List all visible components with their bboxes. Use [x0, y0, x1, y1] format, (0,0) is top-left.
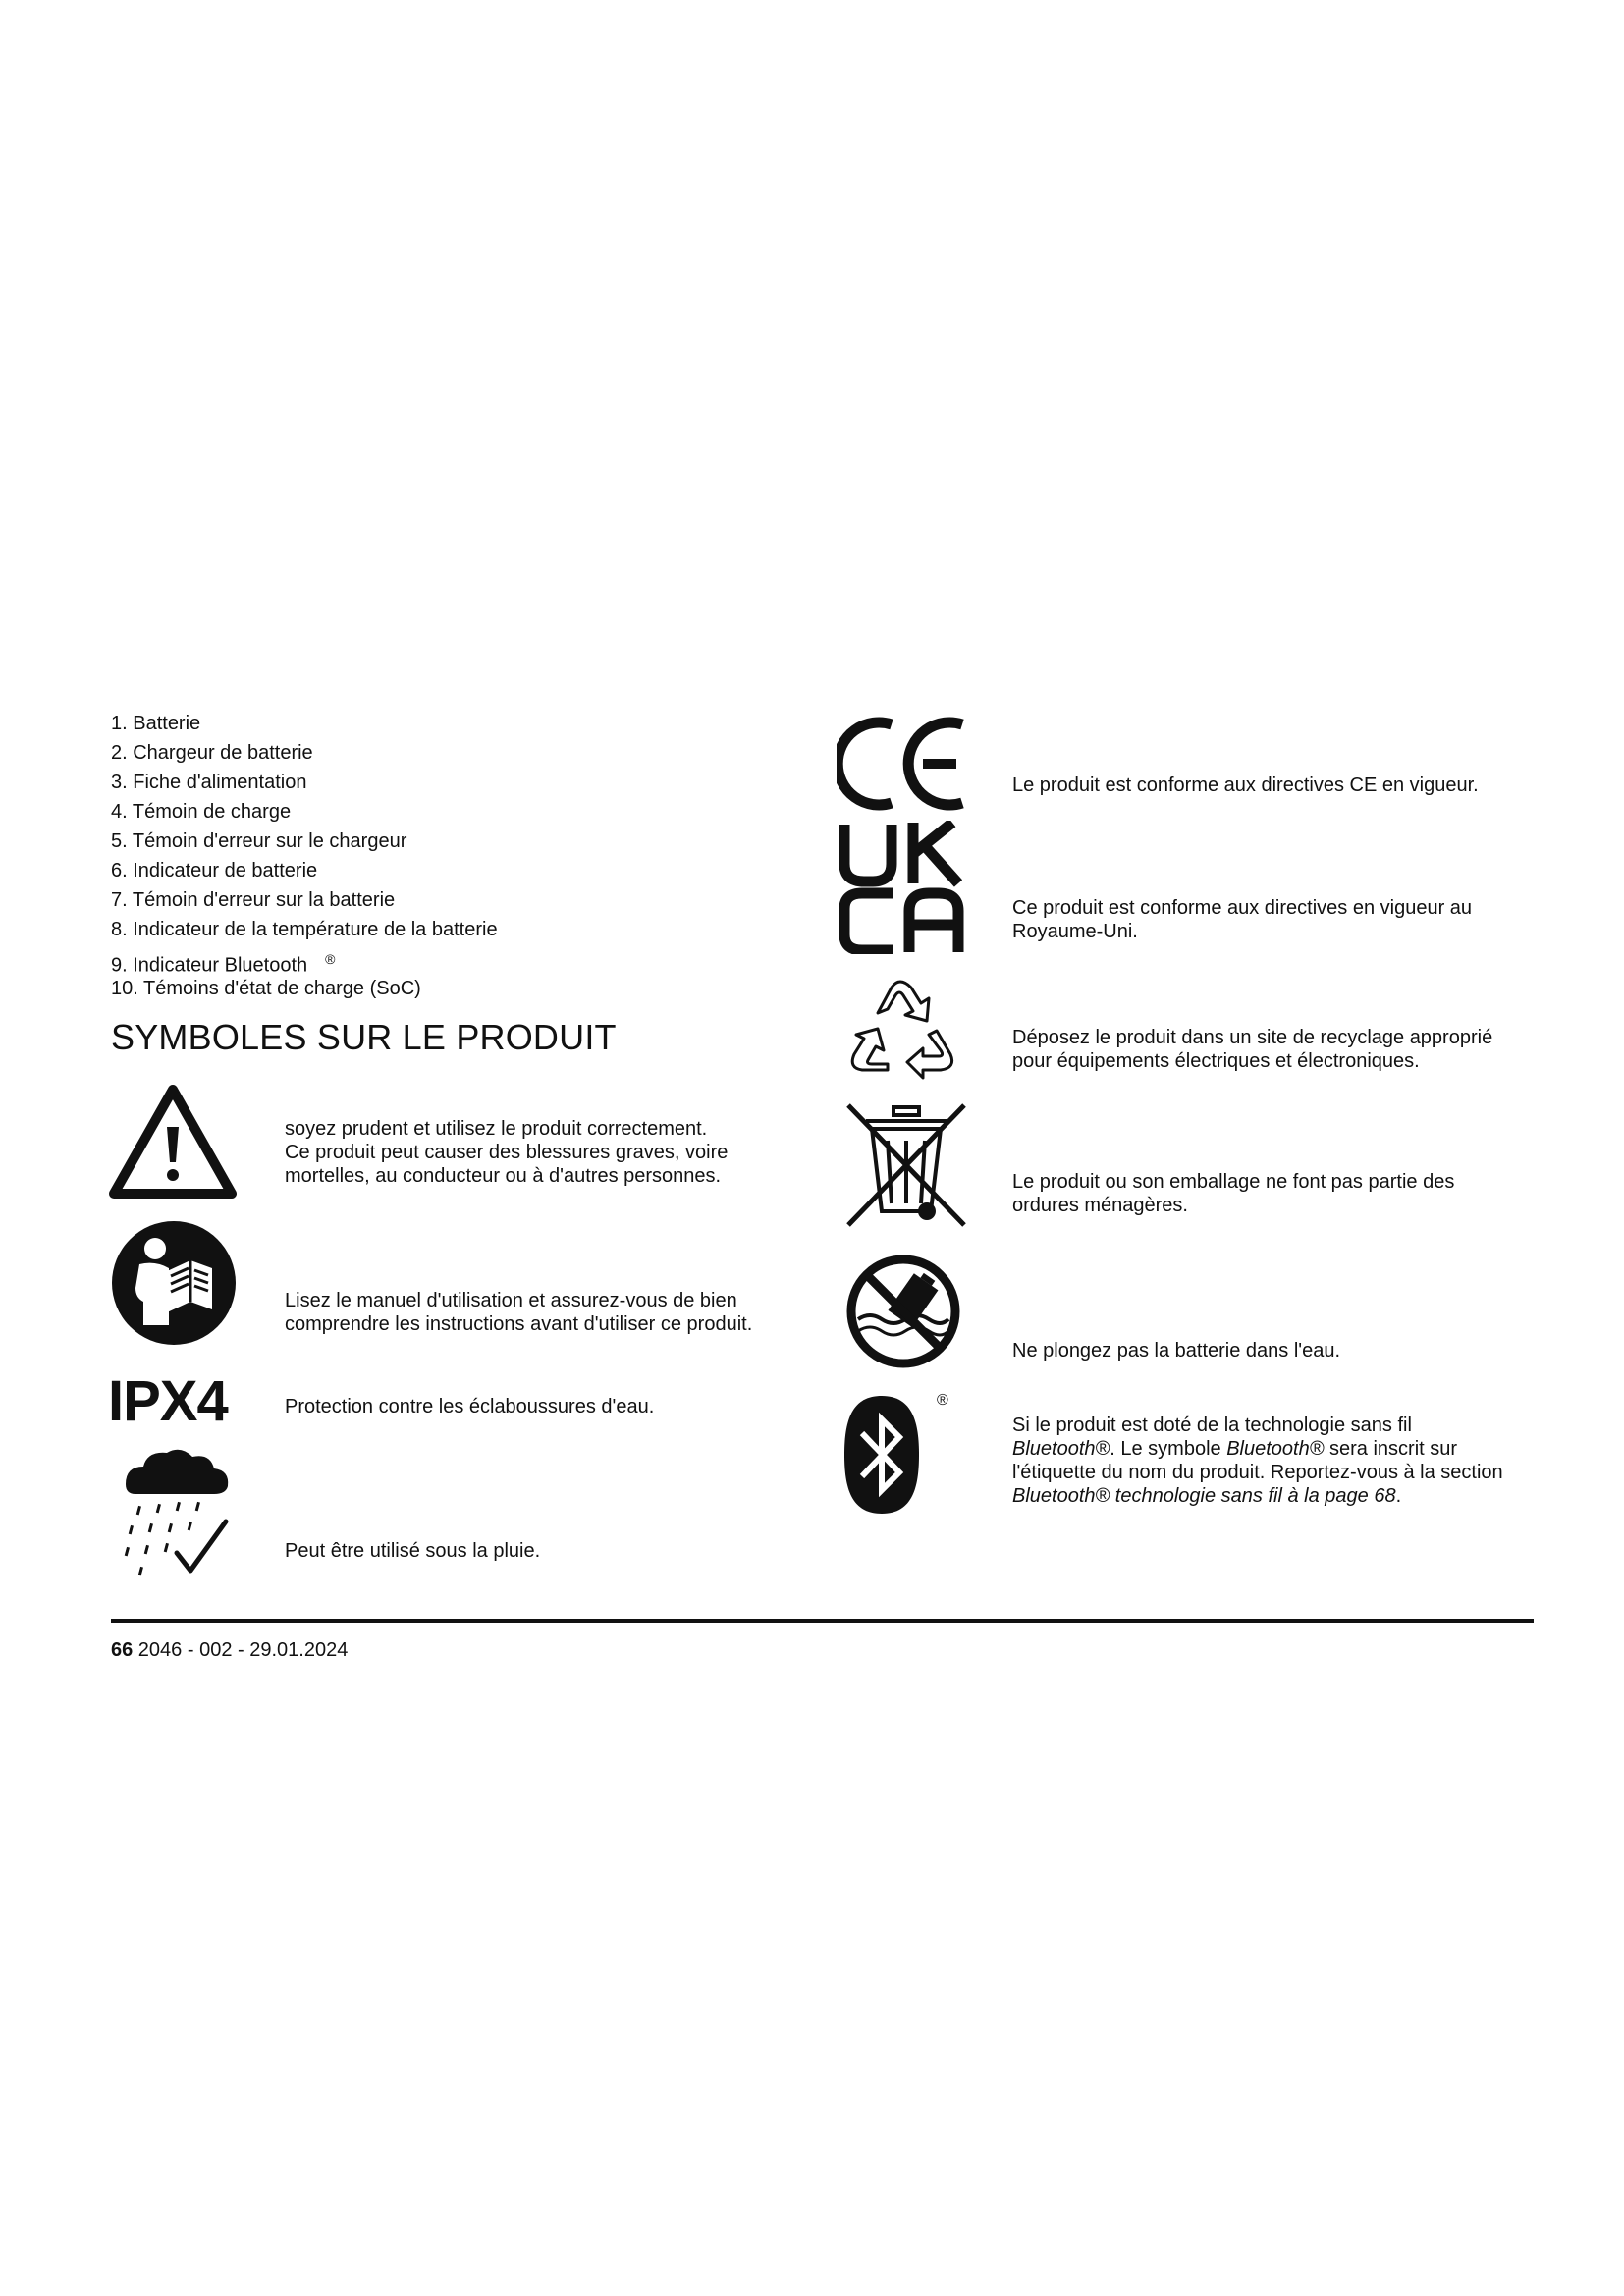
bluetooth-text: . Le symbole	[1110, 1438, 1227, 1460]
recycle-description	[1012, 1026, 1492, 1073]
ukca-line: Royaume-Uni.	[1012, 921, 1138, 942]
part-label: 3. Fiche d'alimentation	[111, 772, 307, 793]
bluetooth-line	[1012, 1437, 1503, 1461]
rain-icon	[116, 1445, 234, 1582]
parts-list-item	[111, 974, 498, 1003]
no-water-description: Ne plongez pas la batterie dans l'eau.	[1012, 1340, 1341, 1362]
parts-list-item	[111, 738, 498, 768]
bluetooth-icon	[842, 1394, 921, 1516]
no-immersion-icon	[844, 1253, 962, 1370]
part-label: 4. Témoin de charge	[111, 801, 292, 823]
ce-description: Le produit est conforme aux directives CE en vigueur.	[1012, 774, 1479, 796]
ipx4-description: Protection contre les éclaboussures d'eau.	[285, 1396, 655, 1417]
recycle-line: Déposez le produit dans un site de recyclage approprié	[1012, 1027, 1493, 1048]
weee-line: Le produit ou son emballage ne font pas partie des	[1012, 1171, 1455, 1193]
part-label: 8. Indicateur de la température de la batterie	[111, 919, 498, 940]
read-manual-icon	[110, 1219, 238, 1347]
parts-list-item	[111, 709, 498, 738]
bluetooth-section-link[interactable]: Bluetooth® technologie sans fil à la page 68	[1012, 1485, 1396, 1507]
warning-triangle-icon	[108, 1084, 238, 1200]
bluetooth-line: Si le produit est doté de la technologie sans fil	[1012, 1415, 1412, 1436]
parts-list-item	[111, 827, 498, 856]
document-reference: 2046 - 002 - 29.01.2024	[133, 1639, 349, 1661]
ukca-description	[1012, 896, 1472, 943]
weee-line: ordures ménagères.	[1012, 1195, 1188, 1216]
bluetooth-registered-mark: ®	[937, 1392, 948, 1409]
parts-list-item	[111, 885, 498, 915]
part-label: 7. Témoin d'erreur sur la batterie	[111, 889, 396, 911]
warning-line: Ce produit peut causer des blessures graves, voire	[285, 1142, 729, 1163]
part-label: 6. Indicateur de batterie	[111, 860, 318, 881]
footer-divider	[111, 1619, 1534, 1623]
section-heading: SYMBOLES SUR LE PRODUIT	[111, 1017, 617, 1057]
warning-description	[285, 1117, 728, 1188]
warning-line: mortelles, au conducteur ou à d'autres personnes.	[285, 1165, 722, 1187]
ukca-line: Ce produit est conforme aux directives en vigueur au	[1012, 897, 1473, 919]
page-number: 66	[111, 1639, 134, 1661]
parts-list-item	[111, 768, 498, 797]
bluetooth-line: l'étiquette du nom du produit. Reportez-vous à la section	[1012, 1462, 1503, 1483]
page-footer	[111, 1639, 348, 1662]
bluetooth-text: .	[1395, 1485, 1402, 1507]
parts-list-item	[111, 797, 498, 827]
bluetooth-italic: Bluetooth®	[1226, 1438, 1325, 1460]
bluetooth-italic: Bluetooth®	[1012, 1438, 1110, 1460]
parts-list-item	[111, 856, 498, 885]
ipx4-icon: IPX4	[108, 1369, 228, 1433]
parts-list	[111, 709, 498, 1003]
recycle-icon	[842, 970, 960, 1080]
manual-description	[285, 1289, 752, 1336]
manual-line: Lisez le manuel d'utilisation et assurez-vous de bien	[285, 1290, 737, 1311]
parts-list-item	[111, 944, 498, 977]
ce-mark-icon	[837, 715, 972, 813]
part-label: 9. Indicateur Bluetooth	[111, 954, 308, 977]
weee-description	[1012, 1170, 1454, 1217]
recycle-line: pour équipements électriques et électroniques.	[1012, 1050, 1420, 1072]
crossed-bin-icon	[844, 1101, 968, 1229]
bluetooth-description	[1012, 1414, 1503, 1508]
warning-line: soyez prudent et utilisez le produit correctement.	[285, 1118, 708, 1140]
manual-line: comprendre les instructions avant d'utiliser ce produit.	[285, 1313, 753, 1335]
registered-mark: ®	[325, 951, 336, 967]
ukca-mark-icon	[837, 821, 969, 954]
parts-list-item	[111, 915, 498, 944]
rain-description: Peut être utilisé sous la pluie.	[285, 1540, 541, 1562]
part-label: 2. Chargeur de batterie	[111, 742, 313, 764]
bluetooth-line	[1012, 1484, 1503, 1508]
part-label: 1. Batterie	[111, 713, 201, 734]
part-label: 10. Témoins d'état de charge (SoC)	[111, 978, 421, 999]
part-label: 5. Témoin d'erreur sur le chargeur	[111, 830, 407, 852]
bluetooth-text: sera inscrit sur	[1324, 1438, 1458, 1460]
